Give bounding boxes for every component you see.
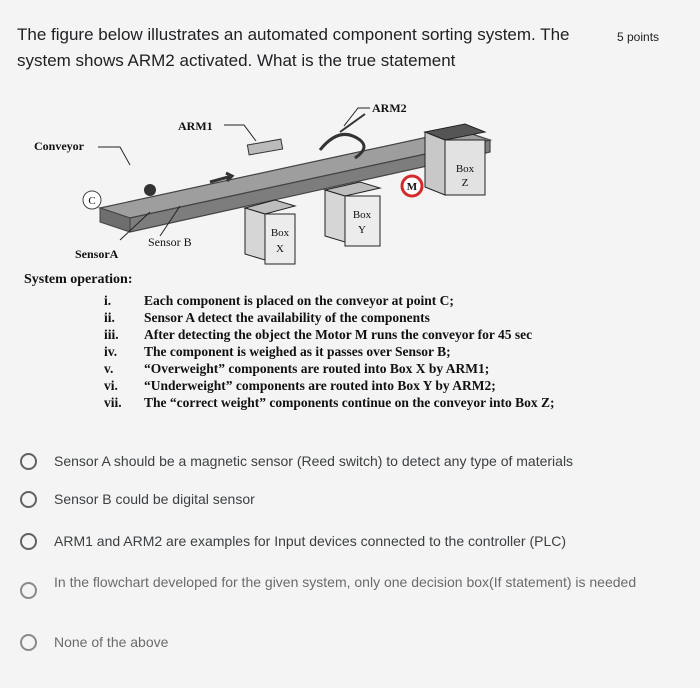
step-text: Each component is placed on the conveyor at point C; <box>144 293 454 308</box>
step-2 <box>96 309 676 326</box>
sensor-a-label: SensorA <box>75 247 119 261</box>
option-3[interactable] <box>20 531 680 551</box>
step-text: “Underweight” components are routed into Box Y by ARM2; <box>144 378 496 393</box>
step-num: ii. <box>104 310 115 325</box>
step-num: iv. <box>104 344 118 359</box>
question-text: The figure below illustrates an automated component sorting system. The system shows ARM2 activated. What is the true statement <box>17 25 570 70</box>
component-icon <box>144 184 156 196</box>
radio-button[interactable] <box>20 634 37 651</box>
radio-button[interactable] <box>20 453 37 470</box>
conveyor-label: Conveyor <box>34 139 84 153</box>
step-6 <box>96 377 676 394</box>
arm1-icon <box>247 139 282 155</box>
option-label: ARM1 and ARM2 are examples for Input devices connected to the controller (PLC) <box>54 533 567 549</box>
conveyor-leader <box>98 147 130 165</box>
step-text: After detecting the object the Motor M runs the conveyor for 45 sec <box>144 327 533 342</box>
arm2-leader <box>344 108 370 126</box>
step-5 <box>96 360 676 377</box>
arm1-leader <box>224 125 256 141</box>
arrow-icon <box>210 173 232 182</box>
box-x-letter: X <box>276 243 284 255</box>
box-z-letter: Z <box>461 177 469 189</box>
points-badge: 5 points <box>617 30 660 44</box>
step-num: vii. <box>104 395 122 410</box>
option-label: In the flowchart developed for the given system, only one decision box(If statement) is needed <box>54 574 637 590</box>
step-num: iii. <box>104 327 119 342</box>
option-1[interactable] <box>20 451 680 471</box>
step-num: i. <box>104 293 112 308</box>
sensor-b-label: Sensor B <box>148 235 192 249</box>
box-y-label: Box <box>352 209 372 221</box>
arm2-label: ARM2 <box>372 101 407 115</box>
option-2[interactable] <box>20 489 680 509</box>
radio-button[interactable] <box>20 491 37 508</box>
box-y-letter: Y <box>358 224 366 236</box>
motor-label: M <box>406 181 418 193</box>
box-x-side <box>245 208 265 260</box>
step-text: The component is weighed as it passes over Sensor B; <box>144 344 451 359</box>
option-label: Sensor A should be a magnetic sensor (Reed switch) to detect any type of materials <box>54 453 574 469</box>
system-operation-title: System operation: <box>24 272 133 287</box>
radio-button[interactable] <box>20 533 37 550</box>
box-x-label: Box <box>270 227 290 239</box>
arm2-arm <box>340 114 365 132</box>
step-text: The “correct weight” components continue on the conveyor into Box Z; <box>144 395 555 410</box>
option-5[interactable] <box>20 632 680 652</box>
arm2-icon <box>320 134 364 158</box>
point-c-label: C <box>88 195 96 207</box>
sorting-system-figure <box>20 90 690 270</box>
step-4 <box>96 343 676 360</box>
box-y-body <box>345 196 380 246</box>
step-3 <box>96 326 676 343</box>
step-7 <box>96 394 676 411</box>
option-label: None of the above <box>54 634 169 650</box>
box-z-side <box>425 132 445 195</box>
system-operation-steps <box>96 292 676 411</box>
box-z-label: Box <box>455 163 475 175</box>
step-1 <box>96 292 676 309</box>
step-num: v. <box>104 361 114 376</box>
step-text: Sensor A detect the availability of the components <box>144 310 430 325</box>
step-text: “Overweight” components are routed into Box X by ARM1; <box>144 361 490 376</box>
step-num: vi. <box>104 378 118 393</box>
box-y-side <box>325 190 345 242</box>
option-4[interactable] <box>20 572 680 599</box>
radio-button[interactable] <box>20 582 37 599</box>
option-label: Sensor B could be digital sensor <box>54 491 255 507</box>
box-x-body <box>265 214 295 264</box>
arm1-label: ARM1 <box>178 119 213 133</box>
